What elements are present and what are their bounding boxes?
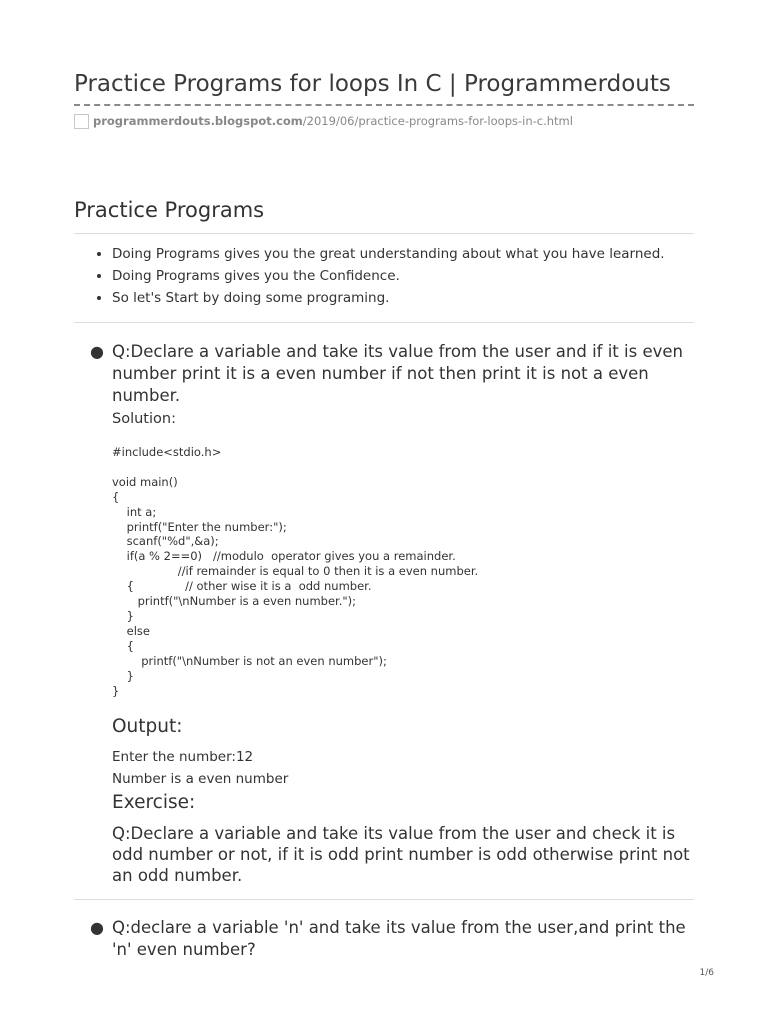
output-line: Enter the number:12 [112,749,254,765]
list-item: • Doing Programs gives you the great understanding about what you have learned. [112,243,712,265]
question-text: Q:declare a variable 'n' and take its value from the user,and print the 'n' even number? [112,918,686,959]
output-line: Number is a even number [112,771,289,787]
source-domain[interactable]: programmerdouts.blogspot.com [93,114,303,128]
output-heading: Output: [112,716,183,737]
favicon-icon [74,114,89,129]
exercise-text: Q:Declare a variable and take its value from the user and check it is odd number or not, if it is odd print number is odd otherwise print not an odd number. [112,824,690,885]
intro-list [94,243,712,309]
solution-label: Solution: [112,411,176,427]
bullet-icon: ● [90,918,104,937]
title-divider [74,104,694,106]
section-heading: Practice Programs [74,198,265,222]
exercise-heading: Exercise: [112,792,196,813]
list-item: • So let's Start by doing some programing. [112,287,712,309]
question-item [90,341,692,407]
section-divider [74,233,694,234]
source-url[interactable] [74,112,573,130]
section-divider [74,322,694,323]
section-divider [74,899,694,900]
page-title: Practice Programs for loops In C | Programmerdouts [74,71,671,97]
list-item: • Doing Programs gives you the Confidence. [112,265,712,287]
bullet-icon: ● [90,342,104,361]
question-item [90,917,692,961]
source-path[interactable]: /2019/06/practice-programs-for-loops-in-c.html [302,114,573,128]
page-number: 1/6 [699,968,714,978]
question-text: Q:Declare a variable and take its value from the user and if it is even number print it is a even number if not then print it is not a even number. [112,342,683,405]
code-block: #include<stdio.h> void main() { int a; printf("Enter the number:"); scanf("%d",&a); if(a % 2==0) //modulo operator gives you a remainder. //if remainder is equal to 0 then it is a even number. { // other wise it is a odd number. printf("\nNumber is a even number."); } else { printf("\nNumber is not an even number"); } } [112,445,479,698]
